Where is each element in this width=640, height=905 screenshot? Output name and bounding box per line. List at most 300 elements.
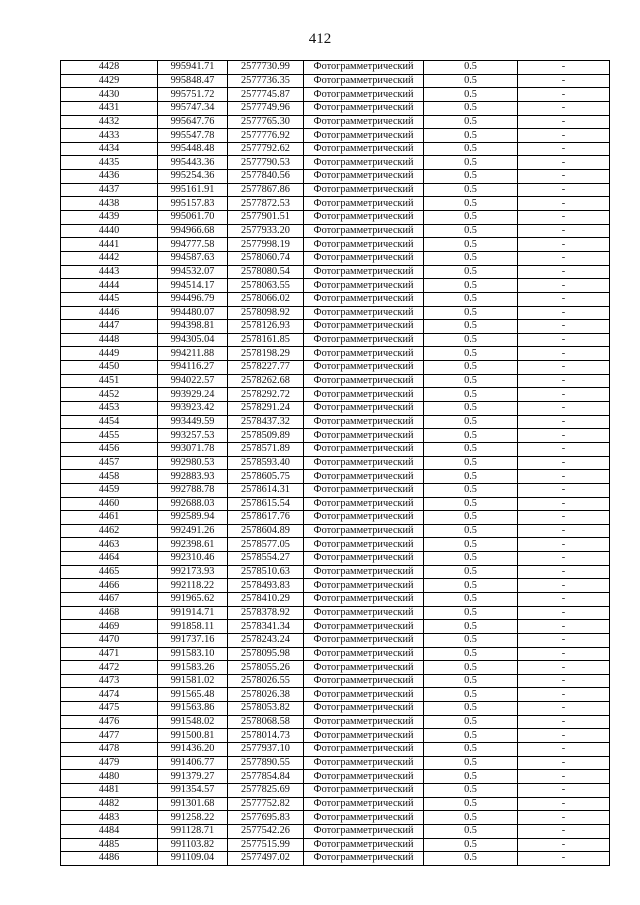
method-cell: Фотограмметрический bbox=[304, 756, 424, 770]
point-number-cell: 4468 bbox=[61, 606, 158, 620]
table-row bbox=[61, 702, 610, 716]
note-cell: - bbox=[518, 838, 610, 852]
table-row bbox=[61, 797, 610, 811]
note-cell: - bbox=[518, 811, 610, 825]
note-cell: - bbox=[518, 211, 610, 225]
accuracy-cell: 0.5 bbox=[424, 251, 518, 265]
point-number-cell: 4473 bbox=[61, 674, 158, 688]
point-number-cell: 4440 bbox=[61, 224, 158, 238]
point-number-cell: 4460 bbox=[61, 497, 158, 511]
point-number-cell: 4449 bbox=[61, 347, 158, 361]
method-cell: Фотограмметрический bbox=[304, 838, 424, 852]
method-cell: Фотограмметрический bbox=[304, 115, 424, 129]
x-coordinate-cell: 992118.22 bbox=[158, 579, 228, 593]
table-row bbox=[61, 620, 610, 634]
y-coordinate-cell: 2578095.98 bbox=[228, 647, 304, 661]
table-row bbox=[61, 374, 610, 388]
table-row bbox=[61, 852, 610, 866]
method-cell: Фотограмметрический bbox=[304, 579, 424, 593]
y-coordinate-cell: 2577854.84 bbox=[228, 770, 304, 784]
note-cell: - bbox=[518, 824, 610, 838]
table-row bbox=[61, 88, 610, 102]
table-row bbox=[61, 674, 610, 688]
accuracy-cell: 0.5 bbox=[424, 661, 518, 675]
y-coordinate-cell: 2577515.99 bbox=[228, 838, 304, 852]
x-coordinate-cell: 993923.42 bbox=[158, 402, 228, 416]
accuracy-cell: 0.5 bbox=[424, 279, 518, 293]
table-row bbox=[61, 279, 610, 293]
method-cell: Фотограмметрический bbox=[304, 538, 424, 552]
y-coordinate-cell: 2577749.96 bbox=[228, 101, 304, 115]
point-number-cell: 4432 bbox=[61, 115, 158, 129]
accuracy-cell: 0.5 bbox=[424, 361, 518, 375]
method-cell: Фотограмметрический bbox=[304, 415, 424, 429]
note-cell: - bbox=[518, 238, 610, 252]
note-cell: - bbox=[518, 306, 610, 320]
table-row bbox=[61, 429, 610, 443]
note-cell: - bbox=[518, 142, 610, 156]
x-coordinate-cell: 991379.27 bbox=[158, 770, 228, 784]
method-cell: Фотограмметрический bbox=[304, 156, 424, 170]
point-number-cell: 4476 bbox=[61, 715, 158, 729]
note-cell: - bbox=[518, 592, 610, 606]
accuracy-cell: 0.5 bbox=[424, 483, 518, 497]
note-cell: - bbox=[518, 402, 610, 416]
table-row bbox=[61, 415, 610, 429]
table-row bbox=[61, 783, 610, 797]
note-cell: - bbox=[518, 688, 610, 702]
point-number-cell: 4472 bbox=[61, 661, 158, 675]
accuracy-cell: 0.5 bbox=[424, 170, 518, 184]
note-cell: - bbox=[518, 333, 610, 347]
table-row bbox=[61, 633, 610, 647]
accuracy-cell: 0.5 bbox=[424, 497, 518, 511]
y-coordinate-cell: 2578063.55 bbox=[228, 279, 304, 293]
accuracy-cell: 0.5 bbox=[424, 101, 518, 115]
y-coordinate-cell: 2578243.24 bbox=[228, 633, 304, 647]
table-row bbox=[61, 129, 610, 143]
method-cell: Фотограмметрический bbox=[304, 374, 424, 388]
y-coordinate-cell: 2577998.19 bbox=[228, 238, 304, 252]
y-coordinate-cell: 2577825.69 bbox=[228, 783, 304, 797]
y-coordinate-cell: 2578080.54 bbox=[228, 265, 304, 279]
y-coordinate-cell: 2578055.26 bbox=[228, 661, 304, 675]
point-number-cell: 4457 bbox=[61, 456, 158, 470]
table-row bbox=[61, 511, 610, 525]
table-row bbox=[61, 592, 610, 606]
note-cell: - bbox=[518, 756, 610, 770]
point-number-cell: 4475 bbox=[61, 702, 158, 716]
method-cell: Фотограмметрический bbox=[304, 674, 424, 688]
table-row bbox=[61, 565, 610, 579]
point-number-cell: 4465 bbox=[61, 565, 158, 579]
note-cell: - bbox=[518, 743, 610, 757]
x-coordinate-cell: 991548.02 bbox=[158, 715, 228, 729]
x-coordinate-cell: 992491.26 bbox=[158, 524, 228, 538]
y-coordinate-cell: 2577745.87 bbox=[228, 88, 304, 102]
y-coordinate-cell: 2577872.53 bbox=[228, 197, 304, 211]
x-coordinate-cell: 991406.77 bbox=[158, 756, 228, 770]
accuracy-cell: 0.5 bbox=[424, 579, 518, 593]
y-coordinate-cell: 2578617.76 bbox=[228, 511, 304, 525]
method-cell: Фотограмметрический bbox=[304, 565, 424, 579]
point-number-cell: 4469 bbox=[61, 620, 158, 634]
method-cell: Фотограмметрический bbox=[304, 456, 424, 470]
x-coordinate-cell: 994496.79 bbox=[158, 292, 228, 306]
y-coordinate-cell: 2577933.20 bbox=[228, 224, 304, 238]
accuracy-cell: 0.5 bbox=[424, 565, 518, 579]
method-cell: Фотограмметрический bbox=[304, 511, 424, 525]
note-cell: - bbox=[518, 129, 610, 143]
point-number-cell: 4455 bbox=[61, 429, 158, 443]
note-cell: - bbox=[518, 456, 610, 470]
note-cell: - bbox=[518, 88, 610, 102]
y-coordinate-cell: 2578510.63 bbox=[228, 565, 304, 579]
accuracy-cell: 0.5 bbox=[424, 224, 518, 238]
table-row bbox=[61, 552, 610, 566]
table-row bbox=[61, 211, 610, 225]
table-row bbox=[61, 74, 610, 88]
x-coordinate-cell: 995647.76 bbox=[158, 115, 228, 129]
y-coordinate-cell: 2577497.02 bbox=[228, 852, 304, 866]
x-coordinate-cell: 993071.78 bbox=[158, 442, 228, 456]
accuracy-cell: 0.5 bbox=[424, 511, 518, 525]
table-row bbox=[61, 538, 610, 552]
method-cell: Фотограмметрический bbox=[304, 483, 424, 497]
method-cell: Фотограмметрический bbox=[304, 320, 424, 334]
x-coordinate-cell: 993257.53 bbox=[158, 429, 228, 443]
x-coordinate-cell: 994211.88 bbox=[158, 347, 228, 361]
point-number-cell: 4447 bbox=[61, 320, 158, 334]
point-number-cell: 4474 bbox=[61, 688, 158, 702]
point-number-cell: 4435 bbox=[61, 156, 158, 170]
accuracy-cell: 0.5 bbox=[424, 674, 518, 688]
x-coordinate-cell: 992310.46 bbox=[158, 552, 228, 566]
table-row bbox=[61, 756, 610, 770]
point-number-cell: 4456 bbox=[61, 442, 158, 456]
point-number-cell: 4446 bbox=[61, 306, 158, 320]
note-cell: - bbox=[518, 292, 610, 306]
table-row bbox=[61, 470, 610, 484]
method-cell: Фотограмметрический bbox=[304, 497, 424, 511]
method-cell: Фотограмметрический bbox=[304, 306, 424, 320]
accuracy-cell: 0.5 bbox=[424, 238, 518, 252]
table-row bbox=[61, 156, 610, 170]
note-cell: - bbox=[518, 770, 610, 784]
x-coordinate-cell: 994116.27 bbox=[158, 361, 228, 375]
point-number-cell: 4452 bbox=[61, 388, 158, 402]
method-cell: Фотограмметрический bbox=[304, 783, 424, 797]
x-coordinate-cell: 991965.62 bbox=[158, 592, 228, 606]
y-coordinate-cell: 2577937.10 bbox=[228, 743, 304, 757]
table-row bbox=[61, 388, 610, 402]
y-coordinate-cell: 2577695.83 bbox=[228, 811, 304, 825]
point-number-cell: 4428 bbox=[61, 61, 158, 75]
accuracy-cell: 0.5 bbox=[424, 647, 518, 661]
point-number-cell: 4453 bbox=[61, 402, 158, 416]
point-number-cell: 4436 bbox=[61, 170, 158, 184]
accuracy-cell: 0.5 bbox=[424, 702, 518, 716]
note-cell: - bbox=[518, 852, 610, 866]
note-cell: - bbox=[518, 565, 610, 579]
accuracy-cell: 0.5 bbox=[424, 688, 518, 702]
x-coordinate-cell: 995161.91 bbox=[158, 183, 228, 197]
y-coordinate-cell: 2577792.62 bbox=[228, 142, 304, 156]
accuracy-cell: 0.5 bbox=[424, 292, 518, 306]
method-cell: Фотограмметрический bbox=[304, 183, 424, 197]
x-coordinate-cell: 992589.94 bbox=[158, 511, 228, 525]
y-coordinate-cell: 2577840.56 bbox=[228, 170, 304, 184]
point-number-cell: 4443 bbox=[61, 265, 158, 279]
y-coordinate-cell: 2578437.32 bbox=[228, 415, 304, 429]
y-coordinate-cell: 2578026.38 bbox=[228, 688, 304, 702]
table-row bbox=[61, 770, 610, 784]
point-number-cell: 4434 bbox=[61, 142, 158, 156]
method-cell: Фотограмметрический bbox=[304, 292, 424, 306]
x-coordinate-cell: 991914.71 bbox=[158, 606, 228, 620]
accuracy-cell: 0.5 bbox=[424, 320, 518, 334]
accuracy-cell: 0.5 bbox=[424, 620, 518, 634]
accuracy-cell: 0.5 bbox=[424, 61, 518, 75]
x-coordinate-cell: 991583.10 bbox=[158, 647, 228, 661]
table-row bbox=[61, 743, 610, 757]
point-number-cell: 4485 bbox=[61, 838, 158, 852]
accuracy-cell: 0.5 bbox=[424, 592, 518, 606]
note-cell: - bbox=[518, 674, 610, 688]
coordinates-table-body bbox=[61, 61, 610, 866]
table-row bbox=[61, 361, 610, 375]
y-coordinate-cell: 2578014.73 bbox=[228, 729, 304, 743]
table-row bbox=[61, 251, 610, 265]
note-cell: - bbox=[518, 483, 610, 497]
method-cell: Фотограмметрический bbox=[304, 647, 424, 661]
table-row bbox=[61, 647, 610, 661]
accuracy-cell: 0.5 bbox=[424, 729, 518, 743]
accuracy-cell: 0.5 bbox=[424, 156, 518, 170]
note-cell: - bbox=[518, 661, 610, 675]
y-coordinate-cell: 2578410.29 bbox=[228, 592, 304, 606]
note-cell: - bbox=[518, 197, 610, 211]
y-coordinate-cell: 2578493.83 bbox=[228, 579, 304, 593]
table-row bbox=[61, 265, 610, 279]
method-cell: Фотограмметрический bbox=[304, 606, 424, 620]
x-coordinate-cell: 991583.26 bbox=[158, 661, 228, 675]
note-cell: - bbox=[518, 388, 610, 402]
x-coordinate-cell: 992173.93 bbox=[158, 565, 228, 579]
x-coordinate-cell: 992980.53 bbox=[158, 456, 228, 470]
note-cell: - bbox=[518, 115, 610, 129]
table-row bbox=[61, 688, 610, 702]
method-cell: Фотограмметрический bbox=[304, 729, 424, 743]
point-number-cell: 4429 bbox=[61, 74, 158, 88]
accuracy-cell: 0.5 bbox=[424, 633, 518, 647]
table-row bbox=[61, 320, 610, 334]
x-coordinate-cell: 991436.20 bbox=[158, 743, 228, 757]
note-cell: - bbox=[518, 374, 610, 388]
accuracy-cell: 0.5 bbox=[424, 306, 518, 320]
table-row bbox=[61, 824, 610, 838]
x-coordinate-cell: 994480.07 bbox=[158, 306, 228, 320]
accuracy-cell: 0.5 bbox=[424, 402, 518, 416]
method-cell: Фотограмметрический bbox=[304, 633, 424, 647]
table-row bbox=[61, 579, 610, 593]
method-cell: Фотограмметрический bbox=[304, 592, 424, 606]
table-row bbox=[61, 142, 610, 156]
accuracy-cell: 0.5 bbox=[424, 88, 518, 102]
method-cell: Фотограмметрический bbox=[304, 429, 424, 443]
note-cell: - bbox=[518, 429, 610, 443]
point-number-cell: 4433 bbox=[61, 129, 158, 143]
page-number: 412 bbox=[308, 31, 332, 47]
accuracy-cell: 0.5 bbox=[424, 797, 518, 811]
x-coordinate-cell: 995157.83 bbox=[158, 197, 228, 211]
x-coordinate-cell: 994022.57 bbox=[158, 374, 228, 388]
accuracy-cell: 0.5 bbox=[424, 347, 518, 361]
accuracy-cell: 0.5 bbox=[424, 211, 518, 225]
x-coordinate-cell: 995443.36 bbox=[158, 156, 228, 170]
method-cell: Фотограмметрический bbox=[304, 347, 424, 361]
x-coordinate-cell: 994532.07 bbox=[158, 265, 228, 279]
method-cell: Фотограмметрический bbox=[304, 170, 424, 184]
point-number-cell: 4483 bbox=[61, 811, 158, 825]
y-coordinate-cell: 2577730.99 bbox=[228, 61, 304, 75]
y-coordinate-cell: 2578604.89 bbox=[228, 524, 304, 538]
point-number-cell: 4444 bbox=[61, 279, 158, 293]
point-number-cell: 4431 bbox=[61, 101, 158, 115]
method-cell: Фотограмметрический bbox=[304, 442, 424, 456]
method-cell: Фотограмметрический bbox=[304, 688, 424, 702]
note-cell: - bbox=[518, 442, 610, 456]
y-coordinate-cell: 2578292.72 bbox=[228, 388, 304, 402]
point-number-cell: 4470 bbox=[61, 633, 158, 647]
y-coordinate-cell: 2578378.92 bbox=[228, 606, 304, 620]
x-coordinate-cell: 995448.48 bbox=[158, 142, 228, 156]
y-coordinate-cell: 2577901.51 bbox=[228, 211, 304, 225]
accuracy-cell: 0.5 bbox=[424, 470, 518, 484]
x-coordinate-cell: 995254.36 bbox=[158, 170, 228, 184]
accuracy-cell: 0.5 bbox=[424, 852, 518, 866]
point-number-cell: 4441 bbox=[61, 238, 158, 252]
x-coordinate-cell: 995747.34 bbox=[158, 101, 228, 115]
point-number-cell: 4486 bbox=[61, 852, 158, 866]
x-coordinate-cell: 993449.59 bbox=[158, 415, 228, 429]
method-cell: Фотограмметрический bbox=[304, 251, 424, 265]
table-row bbox=[61, 729, 610, 743]
note-cell: - bbox=[518, 415, 610, 429]
note-cell: - bbox=[518, 715, 610, 729]
note-cell: - bbox=[518, 183, 610, 197]
method-cell: Фотограмметрический bbox=[304, 279, 424, 293]
note-cell: - bbox=[518, 524, 610, 538]
x-coordinate-cell: 991301.68 bbox=[158, 797, 228, 811]
note-cell: - bbox=[518, 265, 610, 279]
point-number-cell: 4478 bbox=[61, 743, 158, 757]
note-cell: - bbox=[518, 470, 610, 484]
method-cell: Фотограмметрический bbox=[304, 797, 424, 811]
accuracy-cell: 0.5 bbox=[424, 756, 518, 770]
point-number-cell: 4445 bbox=[61, 292, 158, 306]
table-row bbox=[61, 306, 610, 320]
table-row bbox=[61, 661, 610, 675]
accuracy-cell: 0.5 bbox=[424, 538, 518, 552]
accuracy-cell: 0.5 bbox=[424, 783, 518, 797]
point-number-cell: 4480 bbox=[61, 770, 158, 784]
x-coordinate-cell: 993929.24 bbox=[158, 388, 228, 402]
y-coordinate-cell: 2577890.55 bbox=[228, 756, 304, 770]
accuracy-cell: 0.5 bbox=[424, 838, 518, 852]
accuracy-cell: 0.5 bbox=[424, 183, 518, 197]
accuracy-cell: 0.5 bbox=[424, 429, 518, 443]
y-coordinate-cell: 2578053.82 bbox=[228, 702, 304, 716]
y-coordinate-cell: 2578341.34 bbox=[228, 620, 304, 634]
point-number-cell: 4471 bbox=[61, 647, 158, 661]
note-cell: - bbox=[518, 511, 610, 525]
point-number-cell: 4459 bbox=[61, 483, 158, 497]
point-number-cell: 4448 bbox=[61, 333, 158, 347]
method-cell: Фотограмметрический bbox=[304, 101, 424, 115]
method-cell: Фотограмметрический bbox=[304, 265, 424, 279]
y-coordinate-cell: 2578161.85 bbox=[228, 333, 304, 347]
accuracy-cell: 0.5 bbox=[424, 442, 518, 456]
x-coordinate-cell: 994966.68 bbox=[158, 224, 228, 238]
y-coordinate-cell: 2577736.35 bbox=[228, 74, 304, 88]
accuracy-cell: 0.5 bbox=[424, 129, 518, 143]
note-cell: - bbox=[518, 579, 610, 593]
method-cell: Фотограмметрический bbox=[304, 770, 424, 784]
note-cell: - bbox=[518, 552, 610, 566]
table-row bbox=[61, 238, 610, 252]
point-number-cell: 4438 bbox=[61, 197, 158, 211]
y-coordinate-cell: 2578026.55 bbox=[228, 674, 304, 688]
y-coordinate-cell: 2578126.93 bbox=[228, 320, 304, 334]
note-cell: - bbox=[518, 606, 610, 620]
x-coordinate-cell: 994587.63 bbox=[158, 251, 228, 265]
point-number-cell: 4467 bbox=[61, 592, 158, 606]
y-coordinate-cell: 2578262.68 bbox=[228, 374, 304, 388]
note-cell: - bbox=[518, 156, 610, 170]
coordinates-table bbox=[60, 60, 610, 866]
table-row bbox=[61, 183, 610, 197]
table-row bbox=[61, 442, 610, 456]
x-coordinate-cell: 995848.47 bbox=[158, 74, 228, 88]
table-row bbox=[61, 224, 610, 238]
table-row bbox=[61, 524, 610, 538]
method-cell: Фотограмметрический bbox=[304, 224, 424, 238]
table-row bbox=[61, 197, 610, 211]
table-row bbox=[61, 456, 610, 470]
note-cell: - bbox=[518, 497, 610, 511]
note-cell: - bbox=[518, 783, 610, 797]
accuracy-cell: 0.5 bbox=[424, 142, 518, 156]
y-coordinate-cell: 2578577.05 bbox=[228, 538, 304, 552]
method-cell: Фотограмметрический bbox=[304, 702, 424, 716]
x-coordinate-cell: 991858.11 bbox=[158, 620, 228, 634]
accuracy-cell: 0.5 bbox=[424, 115, 518, 129]
point-number-cell: 4430 bbox=[61, 88, 158, 102]
y-coordinate-cell: 2578068.58 bbox=[228, 715, 304, 729]
x-coordinate-cell: 994777.58 bbox=[158, 238, 228, 252]
x-coordinate-cell: 991500.81 bbox=[158, 729, 228, 743]
table-row bbox=[61, 170, 610, 184]
note-cell: - bbox=[518, 251, 610, 265]
note-cell: - bbox=[518, 538, 610, 552]
table-row bbox=[61, 838, 610, 852]
x-coordinate-cell: 995941.71 bbox=[158, 61, 228, 75]
method-cell: Фотограмметрический bbox=[304, 743, 424, 757]
accuracy-cell: 0.5 bbox=[424, 715, 518, 729]
x-coordinate-cell: 995751.72 bbox=[158, 88, 228, 102]
x-coordinate-cell: 991565.48 bbox=[158, 688, 228, 702]
